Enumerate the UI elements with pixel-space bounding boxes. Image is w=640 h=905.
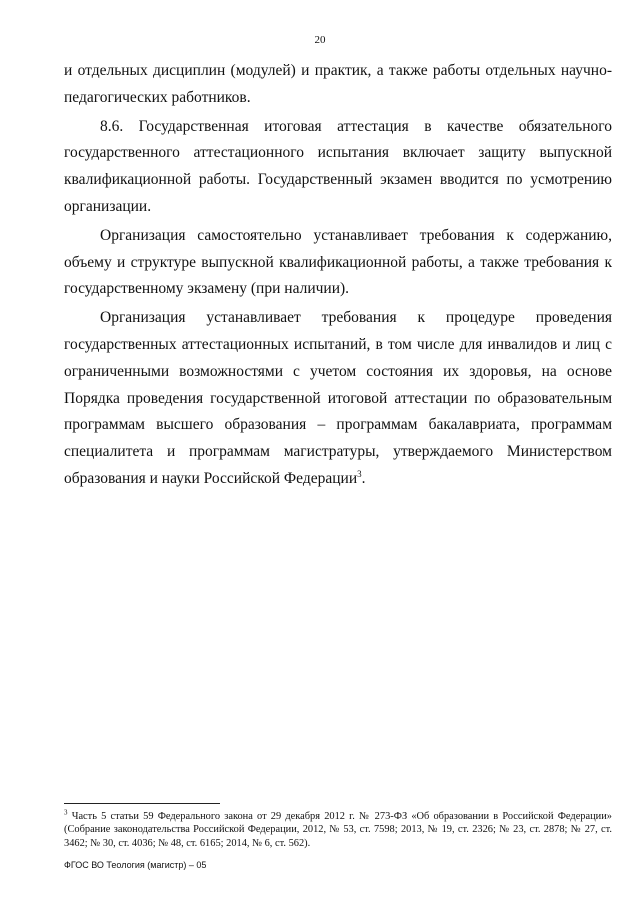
document-footer: ФГОС ВО Теология (магистр) – 05 [64, 860, 207, 870]
paragraph-8-6: 8.6. Государственная итоговая аттестация в качестве обязательного государственного аттестационного испытания включает защиту выпускной квалификационной работы. Государственный экзамен вводится по усмотрению организации. [64, 117, 612, 215]
paragraph-continuation: и отдельных дисциплин (модулей) и практик, а также работы отдельных научно-педагогических работников. [64, 62, 612, 106]
page-number: 20 [314, 34, 326, 46]
footnote-reference[interactable]: 3 [357, 468, 362, 479]
document-body [64, 58, 612, 493]
paragraph-procedure: Организация устанавливает требования к процедуре проведения государственных аттестационных испытаний, в том числе для инвалидов и лиц с ограниченными возможностями с учетом состояния их здоровья, на основе Порядка проведения государственной итоговой аттестации по образовательным программам высшего образования – программам бакалавриата, программам специалитета и программам магистратуры, утверждаемого Министерством образования и науки Российской Федерации$^3$. [64, 309, 612, 487]
paragraph-procedure-text: Организация устанавливает требования к процедуре проведения государственных аттестационных испытаний, в том числе для инвалидов и лиц с ограниченными возможностями с учетом состояния их здоровья, на основе Порядка проведения государственной итоговой аттестации по образовательным программам высшего образования – программам бакалавриата, программам специалитета и программам магистратуры, утверждаемого Министерством образования и науки Российской Федерации [64, 309, 612, 487]
footnote [64, 810, 612, 850]
footnote-text: Часть 5 статьи 59 Федерального закона от 29 декабря 2012 г. № 273-ФЗ «Об образовании в Российской Федерации» (Собрание законодательства Российской Федерации, 2012, № 53, ст. 7598; 2013, № 19, ст. 2326; № 23, ст. 2878; № 27, ст. 3462; № 30, ст. 4036; № 48, ст. 6165; 2014, № 6, ст. 562). [64, 811, 612, 849]
footnote-marker: 3 [64, 808, 68, 817]
footnote-divider [64, 803, 220, 804]
paragraph-requirements: Организация самостоятельно устанавливает требования к содержанию, объему и структуре выпускной квалификационной работы, а также требования к государственному экзамену (при наличии). [64, 226, 612, 298]
